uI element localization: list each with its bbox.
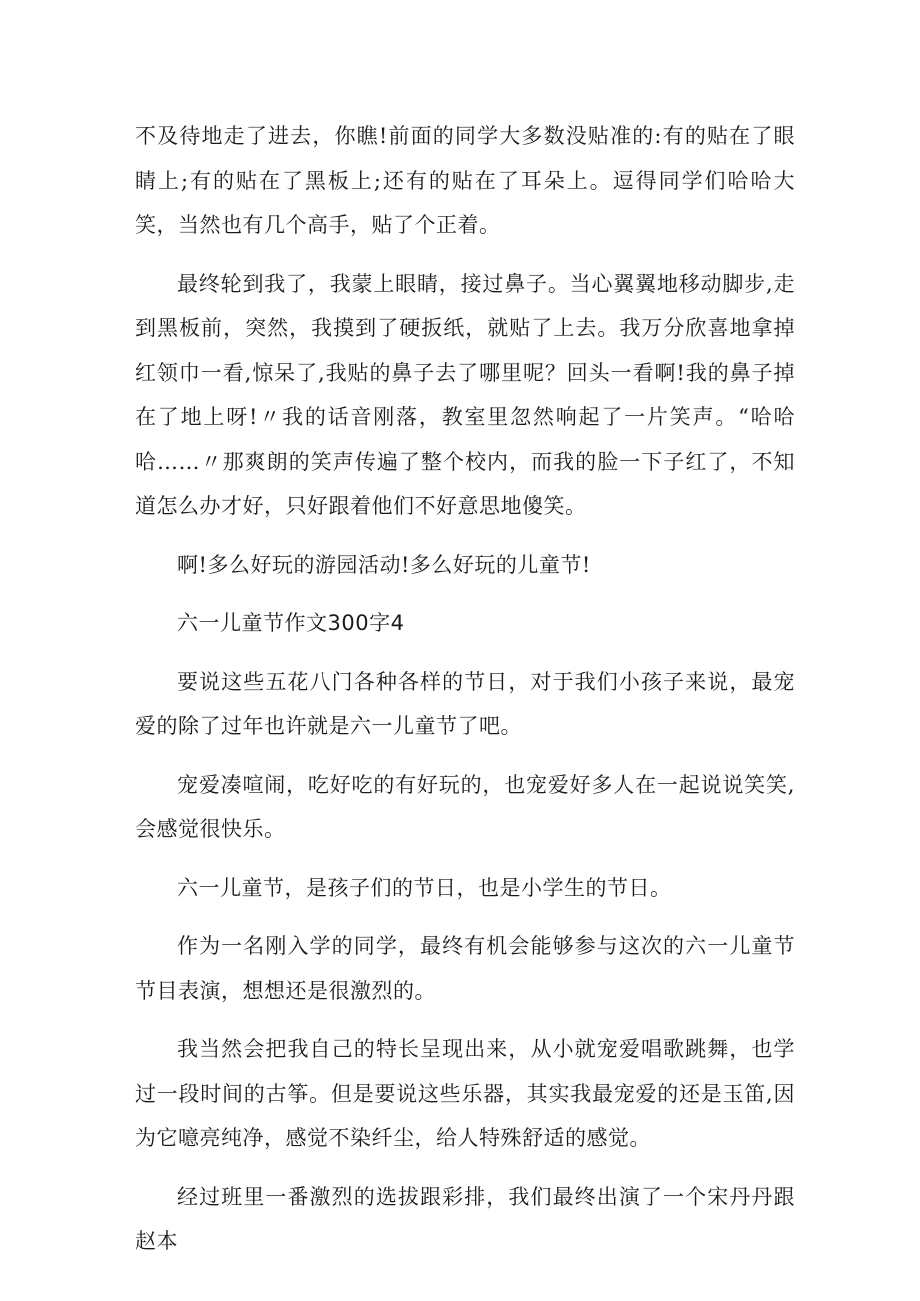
document-body — [135, 114, 795, 1278]
paragraph-7: 六一儿童节，是孩子们的节日，也是小学生的节日。 — [177, 875, 672, 900]
paragraph-6: 宠爱凑喧闹，吃好吃的有好玩的，也宠爱好多人在一起说说笑笑,会感觉很快乐。 — [135, 772, 795, 841]
paragraph-10: 经过班里一番激烈的选拔跟彩排，我们最终出演了一个宋丹丹跟赵本 — [135, 1184, 795, 1253]
paragraph-9: 我当然会把我自己的特长呈现出来，从小就宠爱唱歌跳舞，也学过一段时间的古筝。但是要说这些乐器，其实我最宠爱的还是玉笛,因为它噫亮纯净，感觉不染纤尘，给人特殊舒适的感觉。 — [135, 1037, 795, 1150]
paragraph-1: 不及待地走了进去，你瞧!前面的同学大多数没贴准的:有的贴在了眼睛上;有的贴在了黑板上;还有的贴在了耳朵上。逗得同学们哈哈大笑，当然也有几个高手，贴了个正着。 — [135, 124, 795, 237]
paragraph-8: 作为一名刚入学的同学，最终有机会能够参与这次的六一儿童节节目表演，想想还是很激烈的。 — [135, 934, 795, 1003]
paragraph-5: 要说这些五花八门各种各样的节日，对于我们小孩子来说，最宠爱的除了过年也许就是六一儿童节了吧。 — [135, 669, 795, 738]
paragraph-2: 最终轮到我了，我蒙上眼睛，接过鼻子。当心翼翼地移动脚步,走到黑板前，突然，我摸到了硬扳纸，就贴了上去。我万分欣喜地拿掉红领巾一看,惊呆了,我贴的鼻子去了哪里呢？回头一看啊!我的鼻子掉在了地上呀!〃我的话音刚落，教室里忽然响起了一片笑声。“哈哈哈……〃那爽朗的笑声传遍了整个校内，而我的脸一下子红了，不知道怎么办才好，只好跟着他们不好意思地傻笑。 — [135, 271, 795, 518]
paragraph-3: 啊!多么好玩的游园活动!多么好玩的儿童节! — [177, 552, 591, 577]
section-heading: 六一儿童节作文300字4 — [177, 611, 405, 635]
